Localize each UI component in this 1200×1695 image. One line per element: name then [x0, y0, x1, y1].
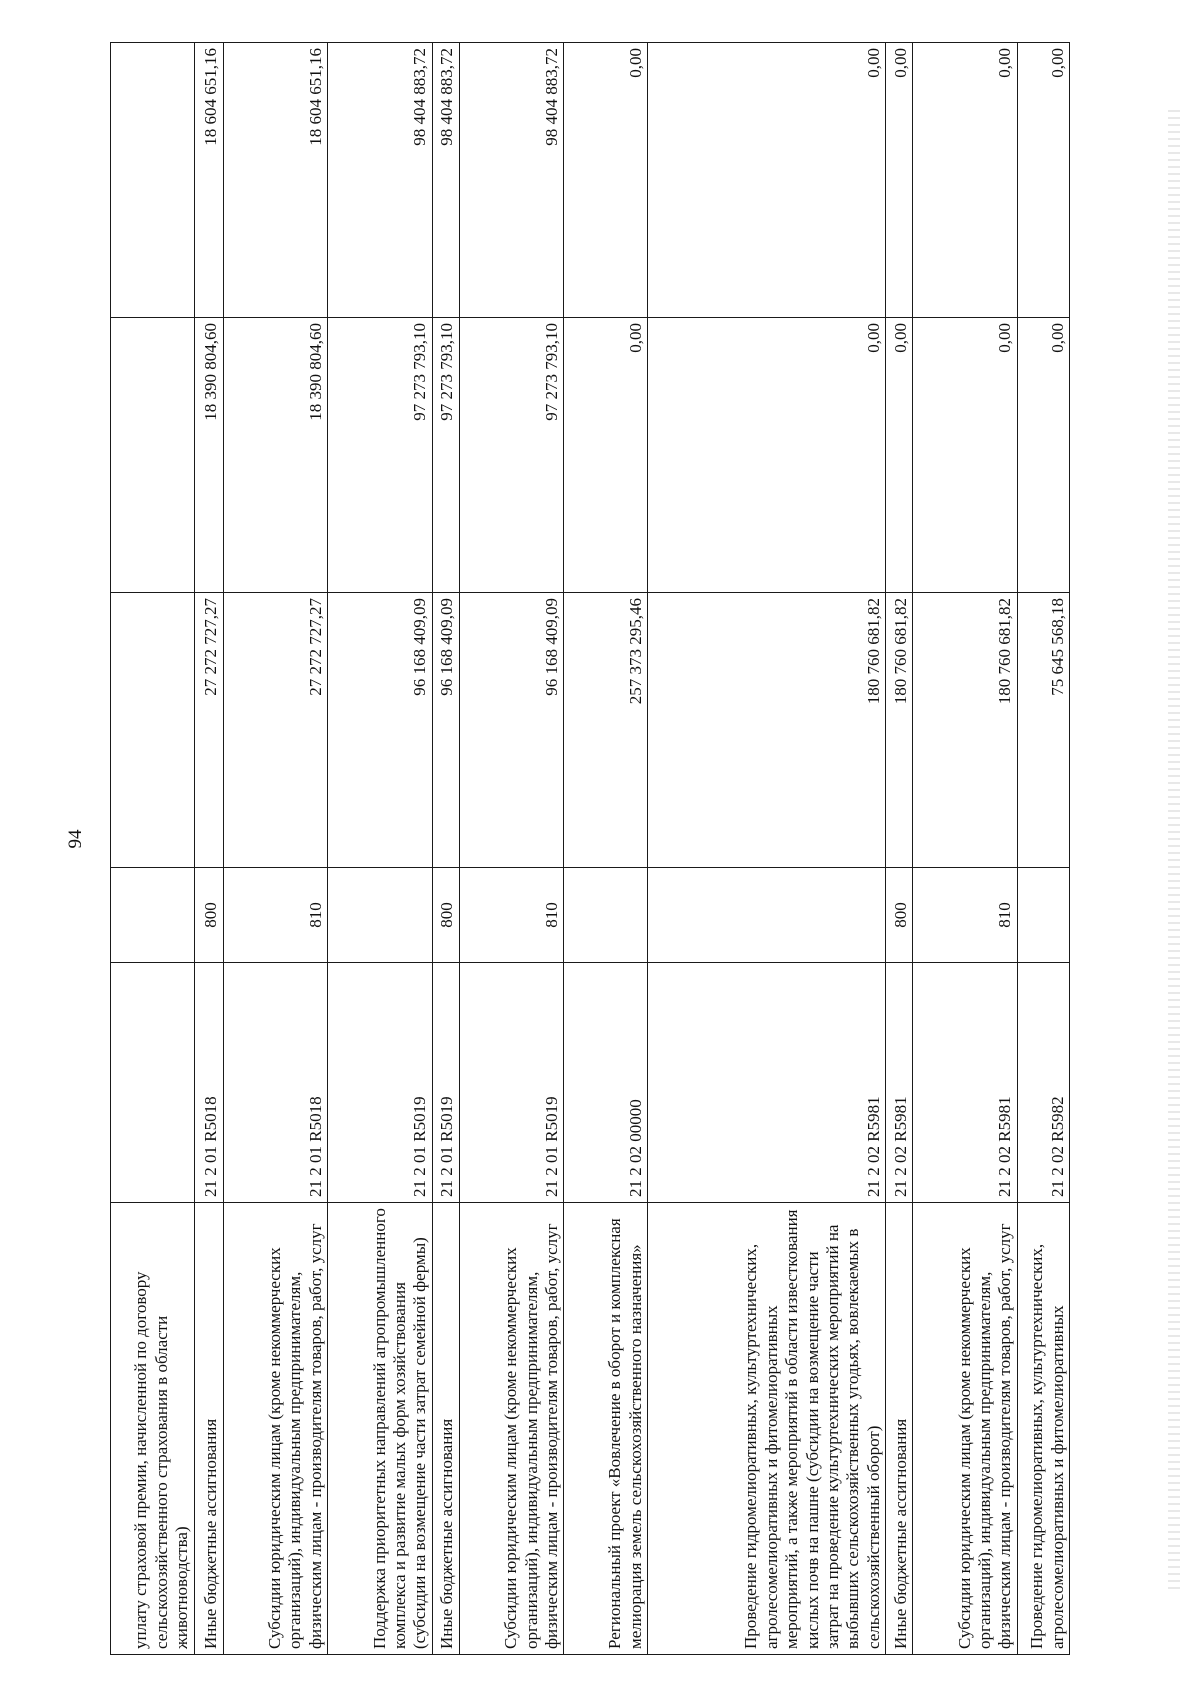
cell-amount-3 [111, 43, 195, 318]
cell-code: 21 2 01 R5018 [194, 963, 223, 1203]
cell-amount-1: 180 760 681,82 [913, 593, 1017, 868]
cell-code: 21 2 02 R5982 [1017, 963, 1069, 1203]
cell-amount-3: 0,00 [913, 43, 1017, 318]
cell-amount-2: 18 390 804,60 [223, 318, 327, 593]
table-row [328, 43, 432, 1655]
page-number: 94 [65, 829, 86, 849]
table-row [647, 43, 885, 1655]
scan-edge-noise [1168, 110, 1180, 1590]
cell-amount-3: 98 404 883,72 [328, 43, 432, 318]
cell-amount-3: 0,00 [1017, 43, 1069, 318]
cell-amount-2: 0,00 [913, 318, 1017, 593]
cell-expense-type: 800 [432, 868, 459, 963]
cell-code: 21 2 02 R5981 [886, 963, 913, 1203]
cell-amount-3: 98 404 883,72 [459, 43, 563, 318]
table-row [1017, 43, 1069, 1655]
cell-name: Проведение гидромелиоративных, культуртехнических, агролесомелиоративных и фитомелиоративных [1017, 1203, 1069, 1655]
cell-amount-3: 0,00 [647, 43, 885, 318]
cell-name: Проведение гидромелиоративных, культуртехнических, агролесомелиоративных и фитомелиоративных мероприятий, а также мероприятий в области известкования кислых почв на пашне (субсидии на возмещение части затрат на проведение культуртехнических мероприятий на выбывших сельскохозяйственных угодьях, вовлекаемых в сельскохозяйственный оборот) [647, 1203, 885, 1655]
cell-amount-1 [111, 593, 195, 868]
cell-amount-2: 0,00 [1017, 318, 1069, 593]
cell-amount-3: 98 404 883,72 [432, 43, 459, 318]
cell-amount-2: 97 273 793,10 [432, 318, 459, 593]
cell-amount-1: 180 760 681,82 [886, 593, 913, 868]
cell-expense-type: 810 [223, 868, 327, 963]
table-row [194, 43, 223, 1655]
table-row [432, 43, 459, 1655]
cell-amount-2: 18 390 804,60 [194, 318, 223, 593]
cell-amount-2: 97 273 793,10 [459, 318, 563, 593]
cell-expense-type: 810 [913, 868, 1017, 963]
cell-expense-type [328, 868, 432, 963]
cell-expense-type [111, 868, 195, 963]
cell-name: Иные бюджетные ассигнования [432, 1203, 459, 1655]
cell-code: 21 2 02 00000 [564, 963, 648, 1203]
cell-amount-3: 18 604 651,16 [194, 43, 223, 318]
cell-code: 21 2 01 R5019 [459, 963, 563, 1203]
cell-expense-type [564, 868, 648, 963]
cell-amount-2: 0,00 [647, 318, 885, 593]
cell-name: Иные бюджетные ассигнования [194, 1203, 223, 1655]
table-row [564, 43, 648, 1655]
cell-name: Субсидии юридическим лицам (кроме некоммерческих организаций), индивидуальным предпринимателям, физическим лицам - производителям товаров, работ, услуг [459, 1203, 563, 1655]
cell-amount-2: 97 273 793,10 [328, 318, 432, 593]
cell-code: 21 2 02 R5981 [647, 963, 885, 1203]
cell-expense-type [1017, 868, 1069, 963]
table-row [886, 43, 913, 1655]
cell-expense-type: 810 [459, 868, 563, 963]
cell-amount-3: 18 604 651,16 [223, 43, 327, 318]
table-row [459, 43, 563, 1655]
cell-amount-1: 75 645 568,18 [1017, 593, 1069, 868]
cell-name: Региональный проект «Вовлечение в оборот и комплексная мелиорация земель сельскохозяйственного назначения» [564, 1203, 648, 1655]
cell-expense-type: 800 [194, 868, 223, 963]
cell-amount-2: 0,00 [564, 318, 648, 593]
cell-code: 21 2 02 R5981 [913, 963, 1017, 1203]
cell-code [111, 963, 195, 1203]
cell-expense-type [647, 868, 885, 963]
cell-name: уплату страховой премии, начисленной по договору сельскохозяйственного страхования в области животноводства) [111, 1203, 195, 1655]
cell-name: Субсидии юридическим лицам (кроме некоммерческих организаций), индивидуальным предпринимателям, физическим лицам - производителям товаров, работ, услуг [223, 1203, 327, 1655]
cell-amount-2 [111, 318, 195, 593]
cell-name: Поддержка приоритетных направлений агропромышленного комплекса и развитие малых форм хозяйствования (субсидии на возмещение части затрат семейной фермы) [328, 1203, 432, 1655]
table-row [111, 43, 195, 1655]
rotated-table-container [110, 43, 1070, 1655]
cell-amount-3: 0,00 [886, 43, 913, 318]
cell-amount-2: 0,00 [886, 318, 913, 593]
cell-amount-1: 96 168 409,09 [328, 593, 432, 868]
cell-expense-type: 800 [886, 868, 913, 963]
table-row [913, 43, 1017, 1655]
cell-code: 21 2 01 R5019 [328, 963, 432, 1203]
cell-amount-1: 180 760 681,82 [647, 593, 885, 868]
budget-table [110, 42, 1070, 1655]
cell-amount-1: 96 168 409,09 [459, 593, 563, 868]
cell-name: Субсидии юридическим лицам (кроме некоммерческих организаций), индивидуальным предпринимателям, физическим лицам - производителям товаров, работ, услуг [913, 1203, 1017, 1655]
cell-name: Иные бюджетные ассигнования [886, 1203, 913, 1655]
cell-code: 21 2 01 R5018 [223, 963, 327, 1203]
cell-amount-1: 96 168 409,09 [432, 593, 459, 868]
cell-code: 21 2 01 R5019 [432, 963, 459, 1203]
cell-amount-3: 0,00 [564, 43, 648, 318]
cell-amount-1: 27 272 727,27 [194, 593, 223, 868]
cell-amount-1: 27 272 727,27 [223, 593, 327, 868]
cell-amount-1: 257 373 295,46 [564, 593, 648, 868]
table-row [223, 43, 327, 1655]
